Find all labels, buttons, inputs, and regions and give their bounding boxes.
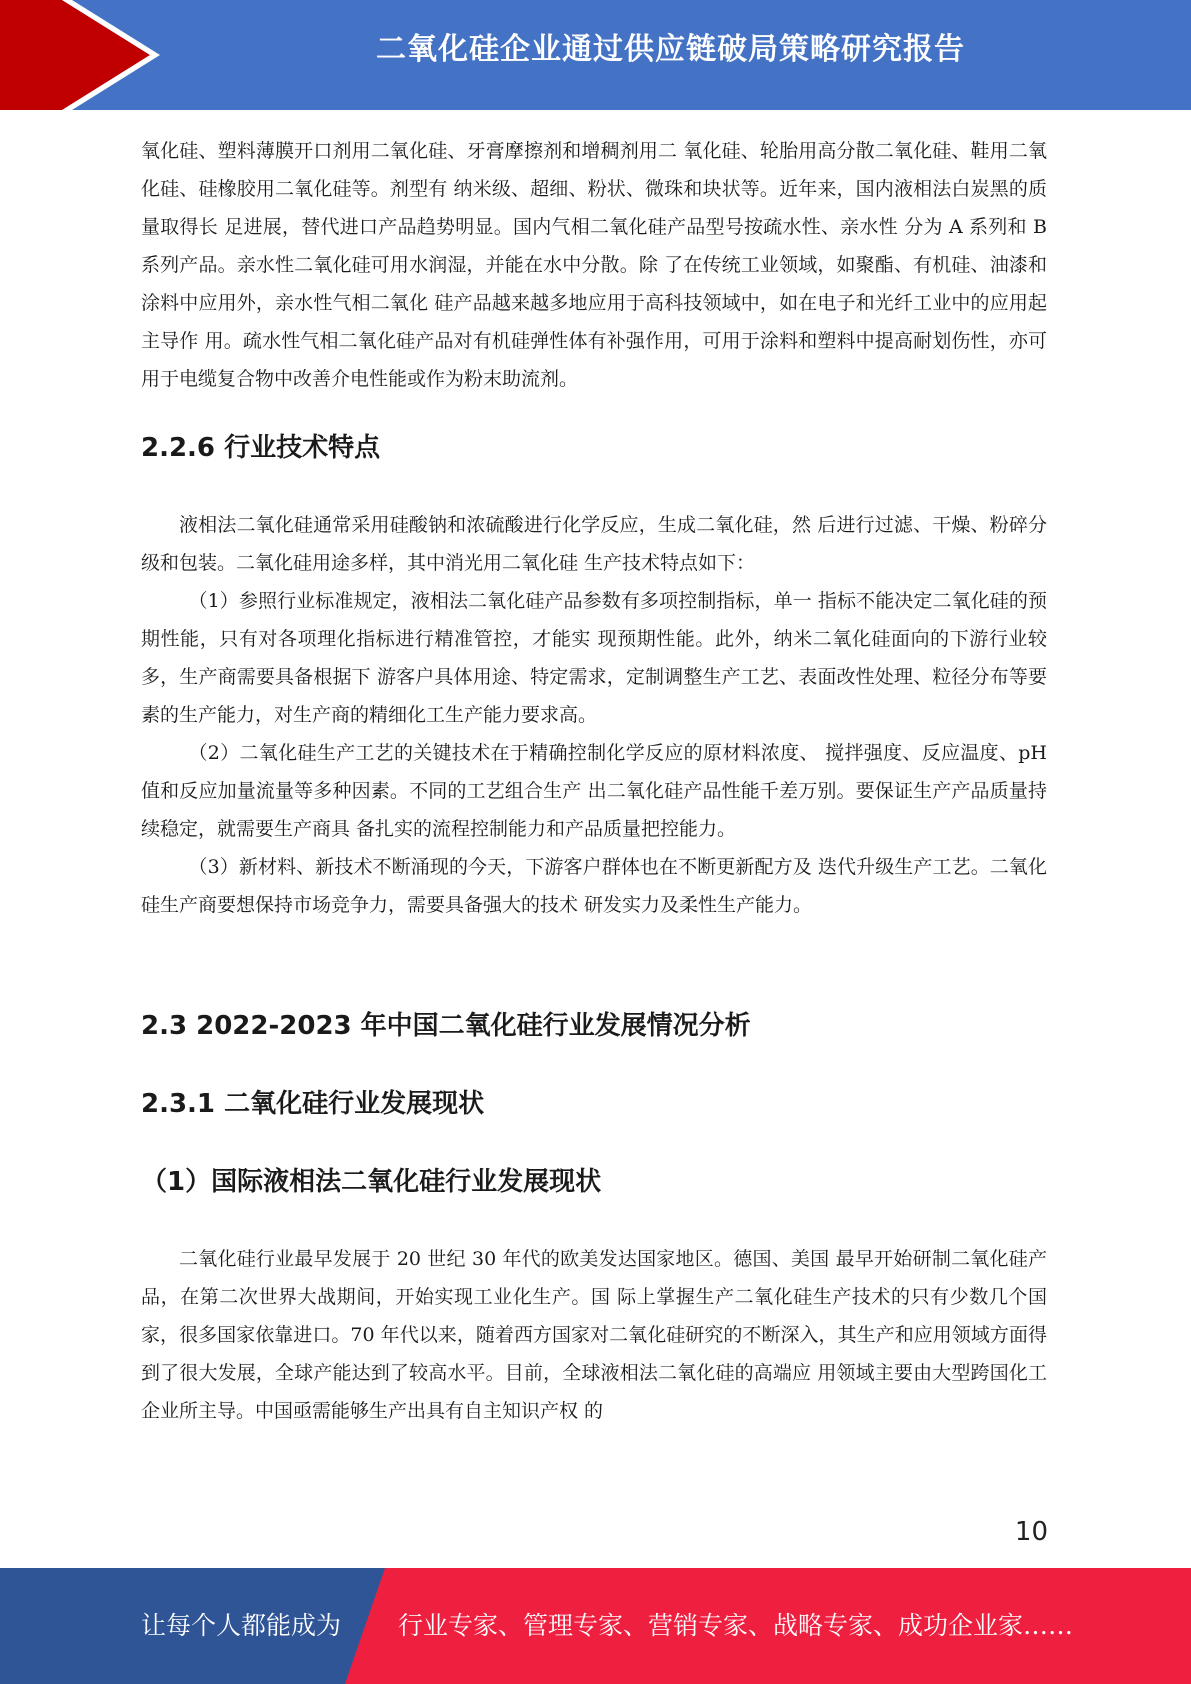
paragraph-tech-point-2: （2）二氧化硅生产工艺的关键技术在于精确控制化学反应的原材料浓度、 搅拌强度、反应温度、pH 值和反应加量流量等多种因素。不同的工艺组合生产 出二氧化硅产品性能千差万别。要保证生产产品质量持续稳定，就需要生产商具 备扎实的流程控制能力和产品质量把控能力。 bbox=[141, 742, 1047, 840]
page-content bbox=[141, 132, 1047, 1430]
document-title: 二氧化硅企业通过供应链破局策略研究报告 bbox=[376, 32, 965, 67]
heading-2-3-1: 2.3.1 二氧化硅行业发展现状 bbox=[141, 1089, 485, 1119]
page-footer bbox=[0, 1568, 1191, 1684]
footer-slogan-left: 让每个人都能成为 bbox=[141, 1611, 342, 1640]
paragraph-tech-point-3: （3）新材料、新技术不断涌现的今天，下游客户群体也在不断更新配方及 迭代升级生产工艺。二氧化硅生产商要想保持市场竞争力，需要具备强大的技术 研发实力及柔性生产能力。 bbox=[141, 856, 1047, 916]
heading-2-2-6: 2.2.6 行业技术特点 bbox=[141, 433, 381, 463]
header-arrow-decoration bbox=[0, 0, 160, 110]
page-number: 10 bbox=[1014, 1517, 1048, 1547]
paragraph-product-types: 氧化硅、塑料薄膜开口剂用二氧化硅、牙膏摩擦剂和增稠剂用二 氧化硅、轮胎用高分散二氧化硅、鞋用二氧化硅、硅橡胶用二氧化硅等。剂型有 纳米级、超细、粉状、微珠和块状等。近年来，国内液相法白炭黑的质量取得长 足进展，替代进口产品趋势明显。国内气相二氧化硅产品型号按疏水性、亲水性 分为 A 系列和 B 系列产品。亲水性二氧化硅可用水润湿，并能在水中分散。除 了在传统工业领域，如聚酯、有机硅、油漆和涂料中应用外，亲水性气相二氧化 硅产品越来越多地应用于高科技领域中，如在电子和光纤工业中的应用起主导作 用。疏水性气相二氧化硅产品对有机硅弹性体有补强作用，可用于涂料和塑料中提高耐划伤性，亦可用于电缆复合物中改善介电性能或作为粉末助流剂。 bbox=[141, 140, 1047, 390]
heading-2-3: 2.3 2022-2023 年中国二氧化硅行业发展情况分析 bbox=[141, 1011, 751, 1041]
page-header bbox=[0, 0, 1191, 110]
heading-international-status: （1）国际液相法二氧化硅行业发展现状 bbox=[141, 1167, 602, 1197]
paragraph-tech-point-1: （1）参照行业标准规定，液相法二氧化硅产品参数有多项控制指标，单一 指标不能决定二氧化硅的预期性能，只有对各项理化指标进行精准管控，才能实 现预期性能。此外，纳米二氧化硅面向的下游行业较多，生产商需要具备根据下 游客户具体用途、特定需求，定制调整生产工艺、表面改性处理、粒径分布等要 素的生产能力，对生产商的精细化工生产能力要求高。 bbox=[141, 590, 1047, 726]
paragraph-international-history: 二氧化硅行业最早发展于 20 世纪 30 年代的欧美发达国家地区。德国、美国 最早开始研制二氧化硅产品，在第二次世界大战期间，开始实现工业化生产。国 际上掌握生产二氧化硅生产技术的只有少数几个国家，很多国家依靠进口。70 年代以来，随着西方国家对二氧化硅研究的不断深入，其生产和应用领域方面得 到了很大发展，全球产能达到了较高水平。目前，全球液相法二氧化硅的高端应 用领域主要由大型跨国化工企业所主导。中国亟需能够生产出具有自主知识产权 的 bbox=[141, 1248, 1047, 1422]
footer-slogan-right: 行业专家、管理专家、营销专家、战略专家、成功企业家…… bbox=[398, 1611, 1074, 1640]
paragraph-liquid-process: 液相法二氧化硅通常采用硅酸钠和浓硫酸进行化学反应，生成二氧化硅，然 后进行过滤、干燥、粉碎分级和包装。二氧化硅用途多样，其中消光用二氧化硅 生产技术特点如下： bbox=[141, 514, 1047, 574]
